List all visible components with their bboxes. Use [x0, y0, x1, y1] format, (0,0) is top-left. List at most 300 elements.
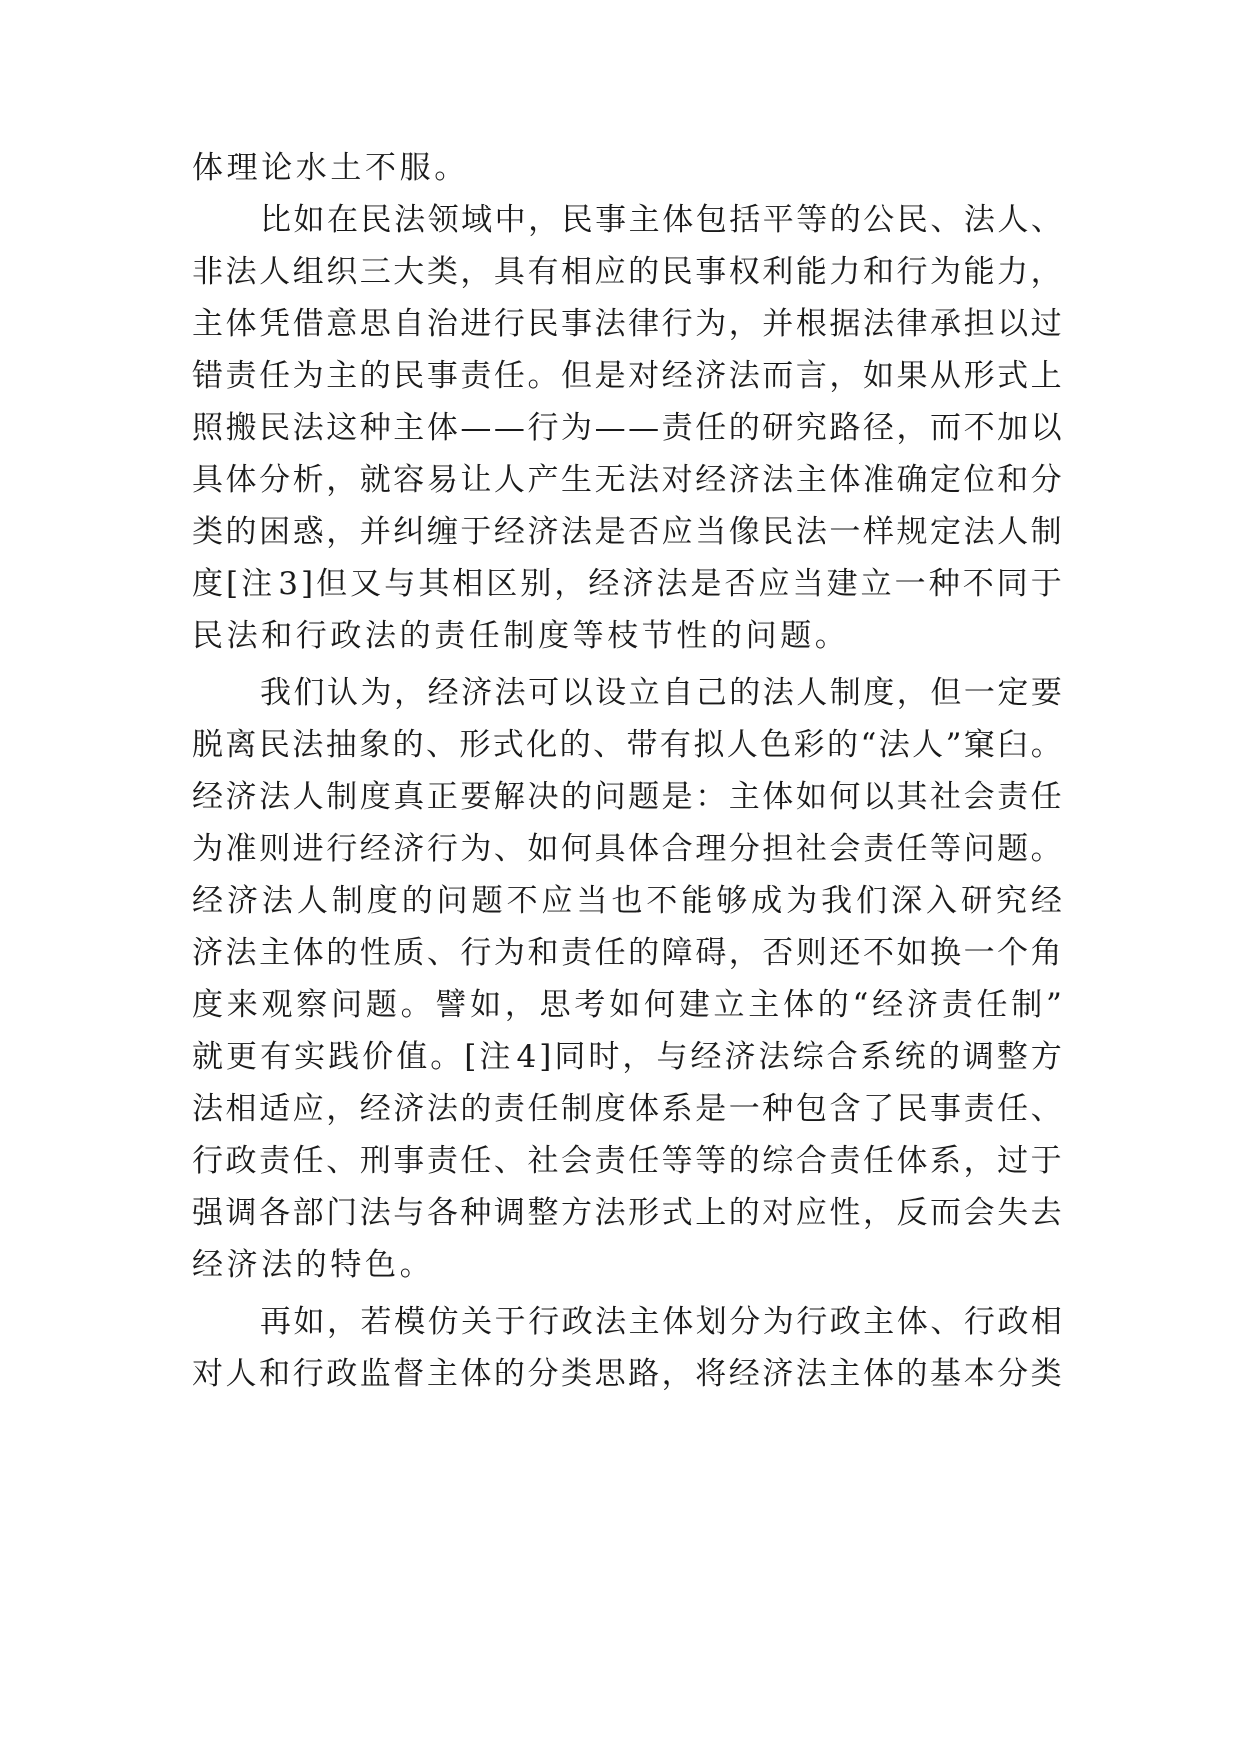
glyph: 以 [1030, 410, 1062, 446]
glyph: 会 [963, 779, 995, 815]
glyph: 臼 [997, 727, 1029, 763]
glyph: 相 [1030, 1304, 1062, 1340]
glyph: 法 [758, 1039, 790, 1075]
glyph: 能 [795, 254, 827, 290]
glyph: 经 [588, 566, 620, 602]
glyph: 而 [930, 1195, 962, 1231]
glyph: 事 [393, 1143, 425, 1179]
glyph: 济 [226, 883, 258, 919]
glyph: 方 [1030, 1039, 1062, 1075]
glyph: 根 [795, 306, 827, 342]
glyph: 分 [1030, 462, 1062, 498]
glyph: 体 [762, 779, 794, 815]
glyph: 有 [260, 1039, 292, 1075]
glyph: 任 [1030, 779, 1062, 815]
glyph: 如 [527, 831, 559, 867]
glyph: ， [326, 1091, 358, 1127]
glyph: 如 [293, 1304, 325, 1340]
glyph: 分 [997, 1356, 1029, 1392]
glyph: 的 [493, 1356, 525, 1392]
glyph: 这 [326, 410, 358, 446]
text-line: 民法和行政法的责任制度等枝节性的问题。 [192, 618, 850, 654]
glyph: ] [301, 566, 314, 602]
glyph: 政 [561, 1304, 593, 1340]
glyph: 准 [862, 462, 894, 498]
glyph: ， [728, 306, 760, 342]
glyph: 强 [192, 1195, 223, 1231]
glyph: 法 [795, 514, 827, 550]
glyph: 包 [695, 202, 727, 238]
glyph: 济 [622, 566, 654, 602]
glyph: 是 [695, 1091, 727, 1127]
glyph: 进 [460, 306, 492, 342]
glyph: 度 [594, 1091, 626, 1127]
glyph: 问 [963, 831, 995, 867]
glyph: 主 [393, 410, 425, 446]
glyph: 和 [997, 462, 1029, 498]
glyph: 搬 [225, 410, 257, 446]
glyph: 、 [1030, 1091, 1062, 1127]
glyph: 一 [728, 1091, 760, 1127]
glyph: 法 [628, 462, 660, 498]
glyph: 关 [461, 1304, 493, 1340]
glyph: 相 [452, 566, 484, 602]
glyph: 但 [930, 675, 962, 711]
glyph: 民 [527, 306, 559, 342]
glyph: 的 [326, 935, 358, 971]
glyph: 民 [762, 514, 794, 550]
glyph: 是 [690, 566, 722, 602]
glyph: 式 [492, 727, 524, 763]
glyph: 规 [896, 514, 928, 550]
glyph: 析 [292, 462, 324, 498]
glyph: 。 [1030, 727, 1062, 763]
glyph: 了 [862, 1091, 894, 1127]
glyph: 、 [493, 831, 525, 867]
glyph: 法 [963, 202, 995, 238]
glyph: 、 [493, 1143, 525, 1179]
glyph: 责 [426, 1143, 458, 1179]
glyph: 主 [728, 779, 760, 815]
glyph: “ [860, 727, 877, 763]
glyph: 事 [426, 358, 458, 394]
glyph: 凭 [259, 306, 291, 342]
glyph: 为 [695, 306, 727, 342]
glyph: 分 [729, 1304, 761, 1340]
glyph: 准 [225, 831, 257, 867]
glyph: 脱 [192, 727, 223, 763]
glyph: 加 [997, 410, 1029, 446]
glyph: 的 [896, 1356, 928, 1392]
glyph: ， [896, 410, 928, 446]
glyph: 经 [427, 675, 459, 711]
glyph: 问 [331, 987, 363, 1023]
glyph: 当 [576, 883, 608, 919]
glyph: 会 [963, 1195, 995, 1231]
glyph: 践 [328, 1039, 360, 1075]
glyph: 任 [493, 358, 525, 394]
glyph: 的 [728, 410, 760, 446]
glyph: 律 [896, 306, 928, 342]
glyph: 政 [225, 1143, 257, 1179]
glyph: — [594, 410, 626, 446]
glyph: 形 [963, 358, 995, 394]
glyph: 法 [359, 1195, 391, 1231]
glyph: 比 [260, 202, 291, 238]
glyph: 为 [786, 883, 818, 919]
glyph: 是 [594, 514, 626, 550]
glyph: ， [963, 1143, 995, 1179]
glyph: 的 [827, 727, 859, 763]
text-line [192, 933, 1062, 973]
glyph: 权 [728, 254, 760, 290]
glyph: 公 [863, 202, 895, 238]
glyph: 体 [628, 831, 660, 867]
glyph: 抽 [325, 727, 357, 763]
glyph: 性 [359, 935, 391, 971]
glyph: 民 [258, 727, 290, 763]
glyph: 系 [860, 1039, 892, 1075]
glyph: 4 [516, 1039, 537, 1075]
glyph: 当 [792, 566, 824, 602]
text-line [192, 881, 1062, 921]
glyph: 不 [962, 566, 994, 602]
glyph: 领 [427, 202, 459, 238]
glyph: 济 [762, 1356, 794, 1392]
glyph: 碍 [695, 935, 727, 971]
glyph: 将 [695, 1356, 727, 1392]
glyph: 法 [594, 1195, 626, 1231]
glyph: 对 [661, 462, 693, 498]
glyph: ， [829, 358, 861, 394]
glyph: 利 [762, 254, 794, 290]
glyph: 责 [460, 358, 492, 394]
glyph: 人 [259, 254, 291, 290]
glyph: 再 [260, 1304, 291, 1340]
glyph: 具 [594, 831, 626, 867]
glyph: 应 [661, 514, 693, 550]
glyph: 法 [656, 566, 688, 602]
glyph: 换 [930, 935, 962, 971]
glyph: 大 [393, 254, 425, 290]
glyph: 和 [527, 935, 559, 971]
glyph: 应 [292, 1091, 324, 1127]
glyph: 法 [594, 306, 626, 342]
glyph: 济 [728, 462, 760, 498]
glyph: 基 [930, 1356, 962, 1392]
glyph: 类 [561, 1356, 593, 1392]
glyph: 等 [661, 1143, 693, 1179]
glyph: 本 [963, 1356, 995, 1392]
glyph: 问 [594, 779, 626, 815]
glyph: 当 [695, 514, 727, 550]
glyph: 体 [662, 202, 694, 238]
glyph: 种 [762, 1091, 794, 1127]
glyph: 制 [1030, 514, 1062, 550]
glyph: 政 [829, 1304, 861, 1340]
glyph: 合 [795, 1143, 827, 1179]
glyph: 种 [460, 1195, 492, 1231]
glyph: 法 [192, 1091, 223, 1127]
glyph: 民 [661, 254, 693, 290]
glyph: 法 [261, 883, 293, 919]
glyph: 决 [527, 779, 559, 815]
glyph: 种 [928, 566, 960, 602]
glyph: 律 [628, 306, 660, 342]
glyph: 色 [760, 727, 792, 763]
glyph: 相 [225, 1091, 257, 1127]
glyph: 应 [541, 883, 573, 919]
glyph: 经 [728, 1356, 760, 1392]
glyph: ” [945, 727, 962, 763]
glyph: 济 [393, 831, 425, 867]
glyph: 体 [628, 1091, 660, 1127]
glyph: 监 [359, 1356, 391, 1392]
glyph: 自 [393, 306, 425, 342]
glyph: 经 [872, 987, 904, 1023]
glyph: 任 [527, 1091, 559, 1127]
glyph: 真 [393, 779, 425, 815]
glyph: 于 [1030, 1143, 1062, 1179]
glyph: 法 [259, 779, 291, 815]
glyph: 还 [829, 935, 861, 971]
glyph: 民 [896, 202, 928, 238]
glyph: 任 [695, 410, 727, 446]
glyph: 制 [326, 779, 358, 815]
glyph: 深 [891, 883, 923, 919]
glyph: [ [226, 566, 239, 602]
glyph: 一 [963, 935, 995, 971]
glyph: 同 [554, 1039, 586, 1075]
glyph: 否 [724, 566, 756, 602]
glyph: 经 [192, 883, 223, 919]
glyph: 类 [192, 514, 223, 550]
glyph: 非 [192, 254, 223, 290]
glyph: 从 [930, 358, 962, 394]
glyph: 注 [479, 1039, 511, 1075]
glyph: 组 [292, 254, 324, 290]
glyph: 反 [896, 1195, 928, 1231]
glyph: 以 [561, 675, 593, 711]
glyph: 而 [762, 358, 794, 394]
glyph: 思 [594, 1356, 626, 1392]
glyph: 行 [661, 306, 693, 342]
glyph: 角 [1030, 935, 1062, 971]
paragraph-first-line [260, 1302, 1062, 1342]
glyph: 的 [628, 254, 660, 290]
glyph: 法 [225, 935, 257, 971]
glyph: 各 [426, 1195, 458, 1231]
glyph: 应 [594, 254, 626, 290]
glyph: 为 [930, 254, 962, 290]
glyph: 意 [326, 306, 358, 342]
glyph: 要 [1030, 675, 1062, 711]
text-line [192, 725, 1062, 765]
glyph: 经 [695, 462, 727, 498]
glyph: 度 [192, 987, 223, 1023]
glyph: 法 [426, 1091, 458, 1127]
glyph: ， [327, 1304, 359, 1340]
glyph: 法 [595, 1304, 627, 1340]
glyph: 度 [863, 675, 895, 711]
glyph: 能 [681, 883, 713, 919]
glyph: 的 [392, 727, 424, 763]
glyph: 责 [493, 1091, 525, 1127]
glyph: 又 [350, 566, 382, 602]
glyph: 任 [292, 1143, 324, 1179]
glyph: 度 [359, 779, 391, 815]
glyph: 法 [878, 727, 910, 763]
glyph: 若 [360, 1304, 392, 1340]
glyph: ， [622, 1039, 654, 1075]
glyph: 建 [826, 566, 858, 602]
glyph: 主 [326, 358, 358, 394]
glyph: 题 [471, 883, 503, 919]
text-line: 经济法的特色。 [192, 1247, 435, 1283]
glyph: 据 [829, 306, 861, 342]
glyph: 行 [528, 1304, 560, 1340]
glyph: 式 [661, 1195, 693, 1231]
glyph: 如 [862, 358, 894, 394]
glyph: 责 [561, 935, 593, 971]
glyph: 题 [628, 779, 660, 815]
glyph: 体 [460, 1356, 492, 1392]
glyph: 民 [259, 410, 291, 446]
glyph: 对 [192, 1356, 223, 1392]
glyph: 调 [962, 1039, 994, 1075]
glyph: 其 [896, 779, 928, 815]
glyph: ， [554, 566, 586, 602]
glyph: 窠 [963, 727, 995, 763]
glyph: 的 [928, 1039, 960, 1075]
glyph: 产 [527, 462, 559, 498]
glyph: 中 [494, 202, 526, 238]
glyph: 上 [1030, 358, 1062, 394]
glyph: 责 [829, 1143, 861, 1179]
glyph: 民 [896, 1091, 928, 1127]
glyph: 但 [316, 566, 348, 602]
glyph: 照 [192, 410, 223, 446]
glyph: 立 [628, 675, 660, 711]
glyph: 成 [751, 883, 783, 919]
glyph: 的 [628, 935, 660, 971]
glyph: 行 [426, 831, 458, 867]
glyph: 。 [527, 358, 559, 394]
glyph: 社 [795, 831, 827, 867]
glyph: 济 [695, 358, 727, 394]
glyph: 任 [997, 1091, 1029, 1127]
text-line: 体理论水土不服。 [192, 150, 469, 186]
glyph: 的 [728, 1195, 760, 1231]
glyph: 如 [795, 779, 827, 815]
glyph: 何 [561, 831, 593, 867]
glyph: 思 [359, 306, 391, 342]
glyph: 社 [527, 1143, 559, 1179]
glyph: 织 [326, 254, 358, 290]
glyph: 像 [728, 514, 760, 550]
glyph: ， [326, 514, 358, 550]
glyph: 行 [192, 1143, 223, 1179]
glyph: 借 [292, 306, 324, 342]
glyph: 形 [459, 727, 491, 763]
glyph: 同 [996, 566, 1028, 602]
glyph: 主 [829, 1356, 861, 1392]
glyph: 并 [762, 306, 794, 342]
glyph: 行 [493, 306, 525, 342]
glyph: 观 [261, 987, 293, 1023]
glyph: 定 [997, 675, 1029, 711]
glyph: 设 [595, 675, 627, 711]
glyph: 等 [796, 202, 828, 238]
glyph: 类 [1030, 1356, 1062, 1392]
glyph: 部 [292, 1195, 324, 1231]
glyph: 人 [292, 779, 324, 815]
glyph: 主 [628, 202, 660, 238]
glyph: 法 [225, 254, 257, 290]
glyph: 入 [926, 883, 958, 919]
glyph: 整 [527, 1195, 559, 1231]
glyph: 过 [1030, 306, 1062, 342]
glyph: 区 [486, 566, 518, 602]
glyph: 己 [695, 675, 727, 711]
glyph: 担 [762, 831, 794, 867]
glyph: 正 [426, 779, 458, 815]
glyph: 为 [762, 1304, 794, 1340]
glyph: 的 [460, 1091, 492, 1127]
glyph: 为 [561, 410, 593, 446]
glyph: 体 [862, 1356, 894, 1392]
glyph: 困 [259, 514, 291, 550]
glyph: 责 [594, 1143, 626, 1179]
glyph: 社 [930, 779, 962, 815]
glyph: 于 [1030, 566, 1062, 602]
glyph: 可 [528, 675, 560, 711]
glyph: 和 [862, 254, 894, 290]
text-line [192, 829, 1062, 869]
glyph: 统 [894, 1039, 926, 1075]
glyph: 人 [726, 727, 758, 763]
glyph: 主 [795, 462, 827, 498]
glyph: 的 [728, 1143, 760, 1179]
paragraph-first-line [260, 200, 1062, 240]
glyph: 。 [400, 987, 432, 1023]
glyph: 与 [393, 1195, 425, 1231]
glyph: 定 [930, 514, 962, 550]
glyph: 确 [896, 462, 928, 498]
glyph: 系 [661, 1091, 693, 1127]
glyph: 法 [292, 727, 324, 763]
glyph: 如 [470, 987, 502, 1023]
glyph: 经 [493, 514, 525, 550]
glyph: 形 [628, 1195, 660, 1231]
text-line [192, 512, 1062, 552]
glyph: 以 [862, 779, 894, 815]
glyph: 责 [259, 1143, 291, 1179]
glyph: 的 [817, 987, 849, 1023]
glyph: 行 [896, 254, 928, 290]
text-line [192, 1089, 1062, 1129]
glyph: 在 [327, 202, 359, 238]
glyph: 究 [995, 883, 1027, 919]
glyph: 缠 [426, 514, 458, 550]
glyph: 、 [326, 1143, 358, 1179]
glyph: 应 [795, 1195, 827, 1231]
text-line [192, 1141, 1062, 1181]
glyph: 们 [293, 675, 325, 711]
glyph: 度 [192, 566, 223, 602]
glyph: 制 [331, 883, 363, 919]
glyph: 体 [896, 1304, 928, 1340]
